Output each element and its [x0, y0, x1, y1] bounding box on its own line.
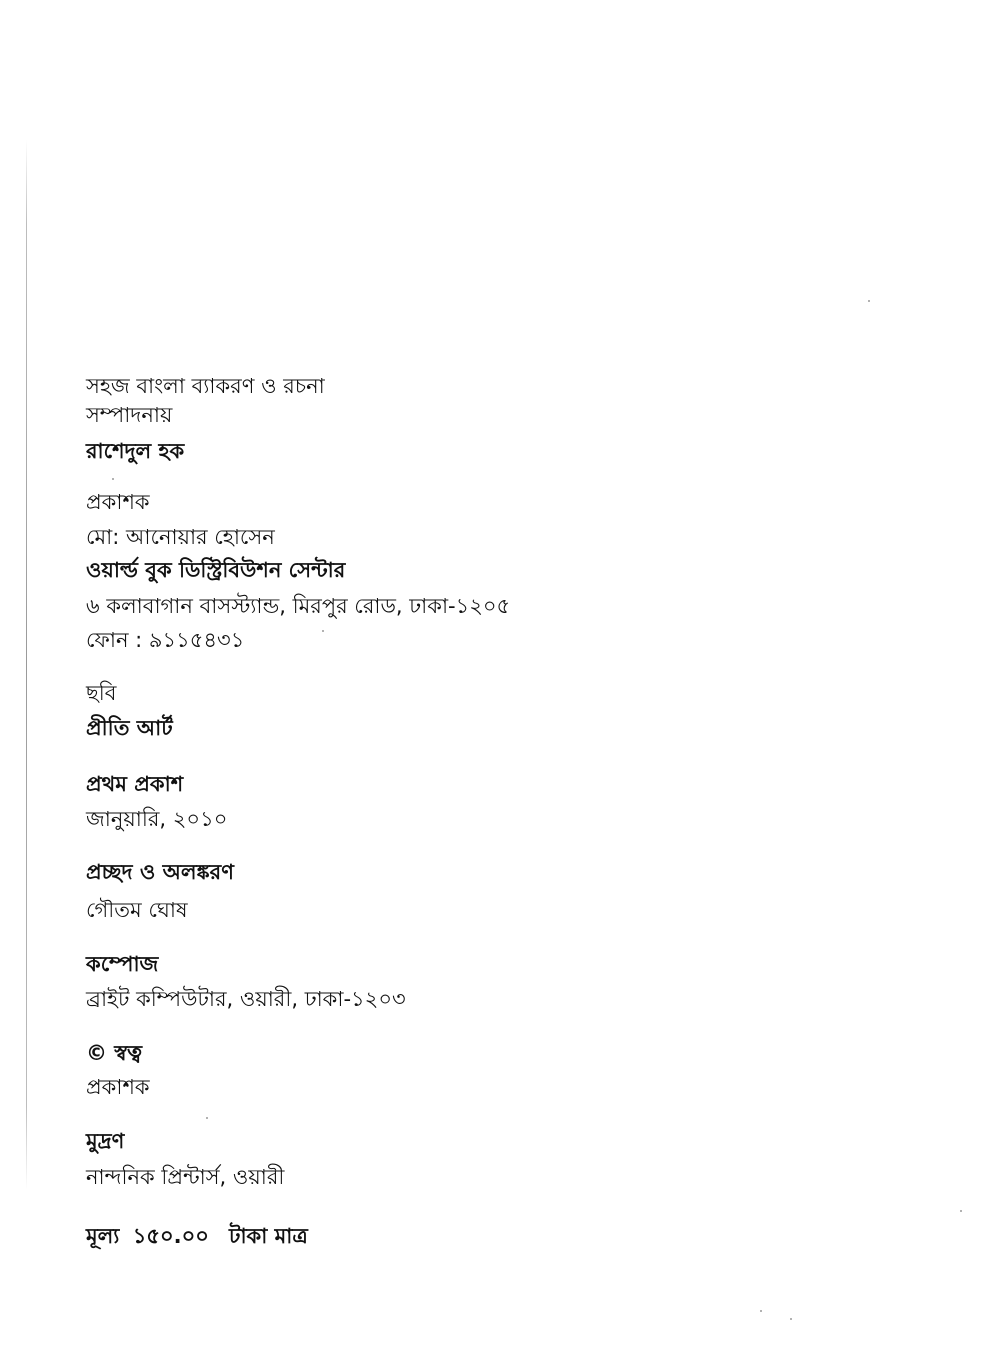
publisher-phone: ফোন : ৯১১৫৪৩১	[86, 628, 245, 652]
publisher-company: ওয়ার্ল্ড বুক ডিস্ট্রিবিউশন সেন্টার	[86, 558, 346, 582]
first-edition-label: প্রথম প্রকাশ	[86, 772, 184, 796]
scan-speck	[960, 1210, 962, 1212]
price-label: মূল্য	[86, 1224, 120, 1248]
compose-value: ব্রাইট কম্পিউটার, ওয়ারী, ঢাকা-১২০৩	[86, 987, 406, 1011]
editor-name: রাশেদুল হক	[86, 439, 185, 463]
illustration-label: ছবি	[86, 681, 117, 705]
copyright-label: © স্বত্ব	[86, 1041, 143, 1065]
illustration-value: প্রীতি আর্ট	[86, 716, 173, 740]
cover-label: প্রচ্ছদ ও অলঙ্করণ	[86, 860, 234, 884]
printing-label: মুদ্রণ	[86, 1129, 125, 1153]
price-amount: ১৫০.০০	[132, 1224, 209, 1248]
scan-speck	[868, 300, 870, 302]
scan-speck	[790, 1318, 792, 1320]
printing-value: নান্দনিক প্রিন্টার্স, ওয়ারী	[86, 1165, 285, 1189]
first-edition-value: জানুয়ারি, ২০১০	[86, 807, 228, 831]
book-title: সহজ বাংলা ব্যাকরণ ও রচনা	[86, 374, 325, 398]
scan-speck	[760, 1310, 762, 1312]
publisher-name: মো: আনোয়ার হোসেন	[86, 525, 275, 549]
scan-speck	[206, 1117, 208, 1119]
publisher-address: ৬ কলাবাগান বাসস্ট্যান্ড, মিরপুর রোড, ঢাকা-১২০৫	[86, 594, 511, 618]
scan-speck	[322, 630, 324, 632]
editing-label: সম্পাদনায়	[86, 403, 173, 427]
compose-label: কম্পোজ	[86, 952, 159, 976]
price-unit: টাকা মাত্র	[229, 1224, 308, 1248]
scan-page-edge	[26, 140, 27, 1190]
scan-speck	[112, 478, 114, 480]
copyright-value: প্রকাশক	[86, 1075, 150, 1099]
cover-value: গৌতম ঘোষ	[86, 898, 188, 922]
publisher-label: প্রকাশক	[86, 490, 150, 514]
price-line	[86, 1223, 308, 1249]
